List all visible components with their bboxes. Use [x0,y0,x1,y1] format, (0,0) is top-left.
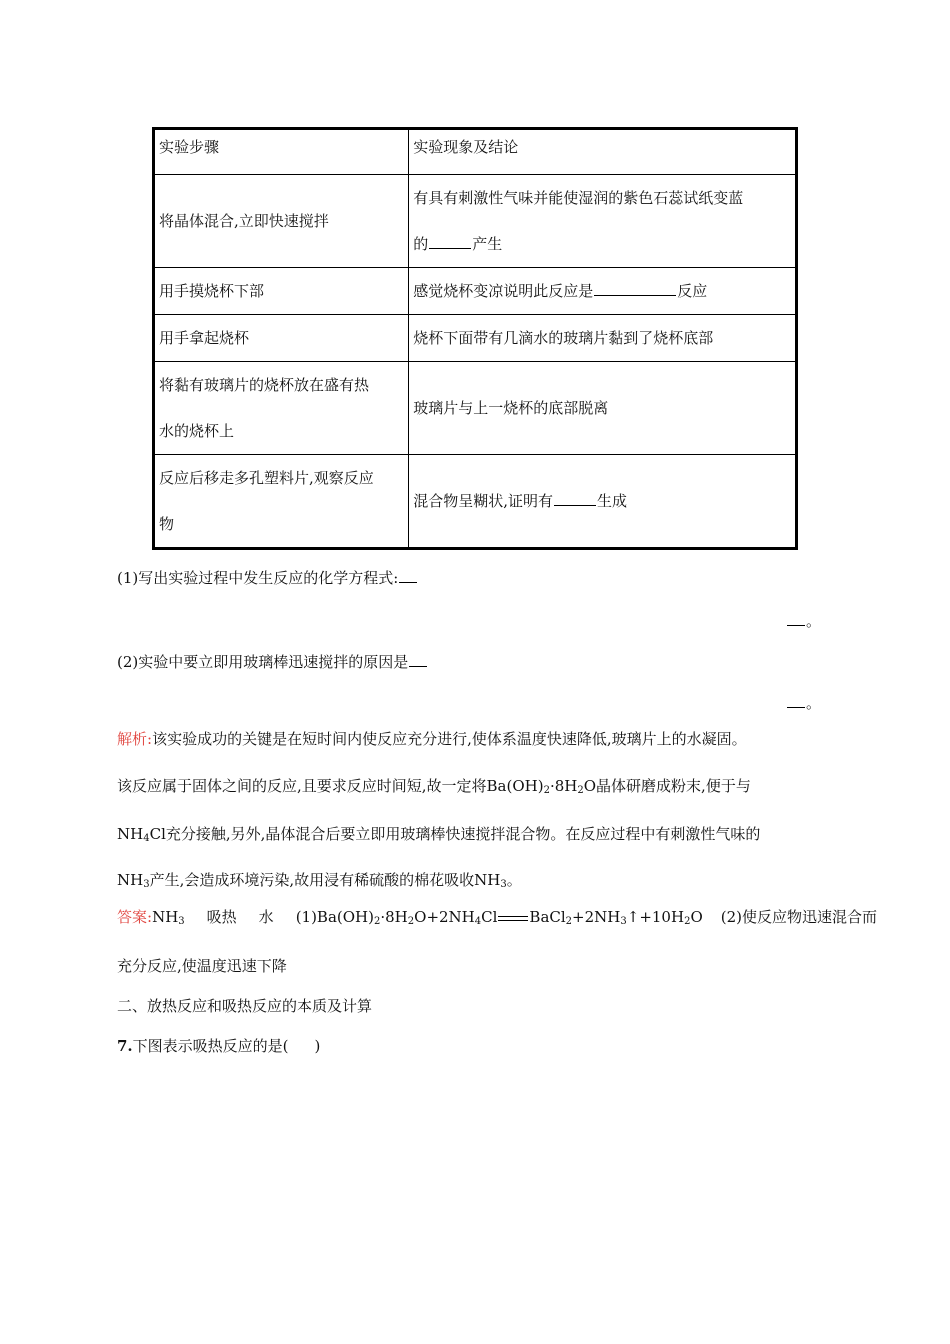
header-step: 实验步骤 [154,129,409,175]
result-text: 产生 [472,235,503,253]
fill-blank [409,651,427,667]
analysis-text: 该反应属于固体之间的反应,且要求反应时间短,故一定将Ba(OH) [117,777,544,795]
end-mark: 。 [806,612,822,630]
analysis-text: NH [117,871,144,889]
analysis-text: Cl充分接触,另外,晶体混合后要立即用玻璃棒快速搅拌混合物。在反应过程中有刺激性气味的 [149,825,761,843]
result-cell [409,268,797,315]
table-row [154,268,797,315]
question-2-text: (2)实验中要立即用玻璃棒迅速搅拌的原因是 [117,653,409,671]
question-7-close: ) [314,1037,321,1055]
analysis-line-4 [117,869,522,890]
fill-blank [554,490,596,506]
section-title: 二、放热反应和吸热反应的本质及计算 [117,997,373,1015]
result-text: 反应 [677,282,708,300]
step-text: 将晶体混合,立即快速搅拌 [159,212,329,230]
answer-text: 水 [258,908,274,926]
subscript: 4 [143,833,150,844]
table-row [154,362,797,455]
subscript: 3 [178,916,185,927]
experiment-table [152,127,798,550]
answer-text: ·8H [380,908,408,926]
subscript: 2 [565,916,573,927]
result-cell [409,455,797,549]
analysis-text: ·8H [549,777,578,795]
analysis-label: 解析: [117,730,153,748]
answer-line-1 [117,906,877,927]
analysis-line-3 [117,823,760,844]
result-cell: 烧杯下面带有几滴水的玻璃片黏到了烧杯底部 [409,315,797,362]
step-cell [154,455,409,549]
answer-text: BaCl [529,908,566,926]
fill-blank [787,692,805,708]
result-text: 混合物呈糊状,证明有 [413,492,553,510]
question-1-text: (1)写出实验过程中发生反应的化学方程式: [117,569,399,587]
answer-text: ↑+10H [626,908,685,926]
result-cell [409,175,797,268]
subscript: 3 [143,879,150,890]
fill-blank [429,233,471,249]
subscript: 3 [620,916,627,927]
subscript: 3 [500,879,507,890]
table-header-row [154,129,797,175]
answer-text: 吸热 [206,908,237,926]
answer-text: +2NH [572,908,621,926]
end-mark: 。 [806,694,822,712]
analysis-text: NH [117,825,144,843]
question-2-end [786,692,821,713]
analysis-line-2 [117,775,751,796]
question-2 [117,651,428,672]
answer-text: NH [152,908,179,926]
answer-text: Cl [481,908,498,926]
fill-blank [399,567,417,583]
subscript: 2 [543,785,550,796]
subscript: 4 [474,916,482,927]
analysis-line-1 [117,728,747,749]
answer-text: O+2NH [414,908,475,926]
equals-sign [498,916,528,921]
question-7-number: 7. [117,1037,133,1055]
result-text: 感觉烧杯变凉说明此反应是 [413,282,594,300]
answer-text: (2)使反应物迅速混合而 [720,908,877,926]
question-1 [117,567,418,588]
step-text-line2: 水的烧杯上 [159,422,235,440]
subscript: 2 [684,916,691,927]
analysis-text: O晶体研磨成粉末,便于与 [583,777,751,795]
step-text-line1: 反应后移走多孔塑料片,观察反应 [159,469,374,487]
step-cell [154,175,409,268]
fill-blank [594,280,676,296]
answer-label: 答案: [117,908,153,926]
question-7-text: 下图表示吸热反应的是( [132,1037,289,1055]
step-cell: 用手拿起烧杯 [154,315,409,362]
analysis-text: 产生,会造成环境污染,故用浸有稀硫酸的棉花吸收NH [149,871,501,889]
subscript: 2 [577,785,584,796]
step-text-line2: 物 [159,515,175,533]
subscript: 2 [407,916,415,927]
result-cell: 玻璃片与上一烧杯的底部脱离 [409,362,797,455]
fill-blank [787,610,805,626]
answer-line-2: 充分反应,使温度迅速下降 [117,957,287,975]
question-1-end [786,610,821,631]
table-row [154,175,797,268]
result-text-line2 [413,221,791,267]
step-cell [154,362,409,455]
step-text-line1: 将黏有玻璃片的烧杯放在盛有热 [159,376,370,394]
subscript: 2 [373,916,381,927]
result-text: 的 [413,235,429,253]
answer-text: (1)Ba(OH) [295,908,374,926]
step-cell: 用手摸烧杯下部 [154,268,409,315]
header-result: 实验现象及结论 [409,129,797,175]
result-text: 生成 [596,492,627,510]
analysis-text: 。 [506,871,522,889]
table-row [154,315,797,362]
result-text-line1: 有具有刺激性气味并能使湿润的紫色石蕊试纸变蓝 [413,189,744,207]
question-7 [117,1035,320,1056]
answer-text: O [690,908,703,926]
analysis-text: 该实验成功的关键是在短时间内使反应充分进行,使体系温度快速降低,玻璃片上的水凝固。 [152,730,747,748]
table-row [154,455,797,549]
